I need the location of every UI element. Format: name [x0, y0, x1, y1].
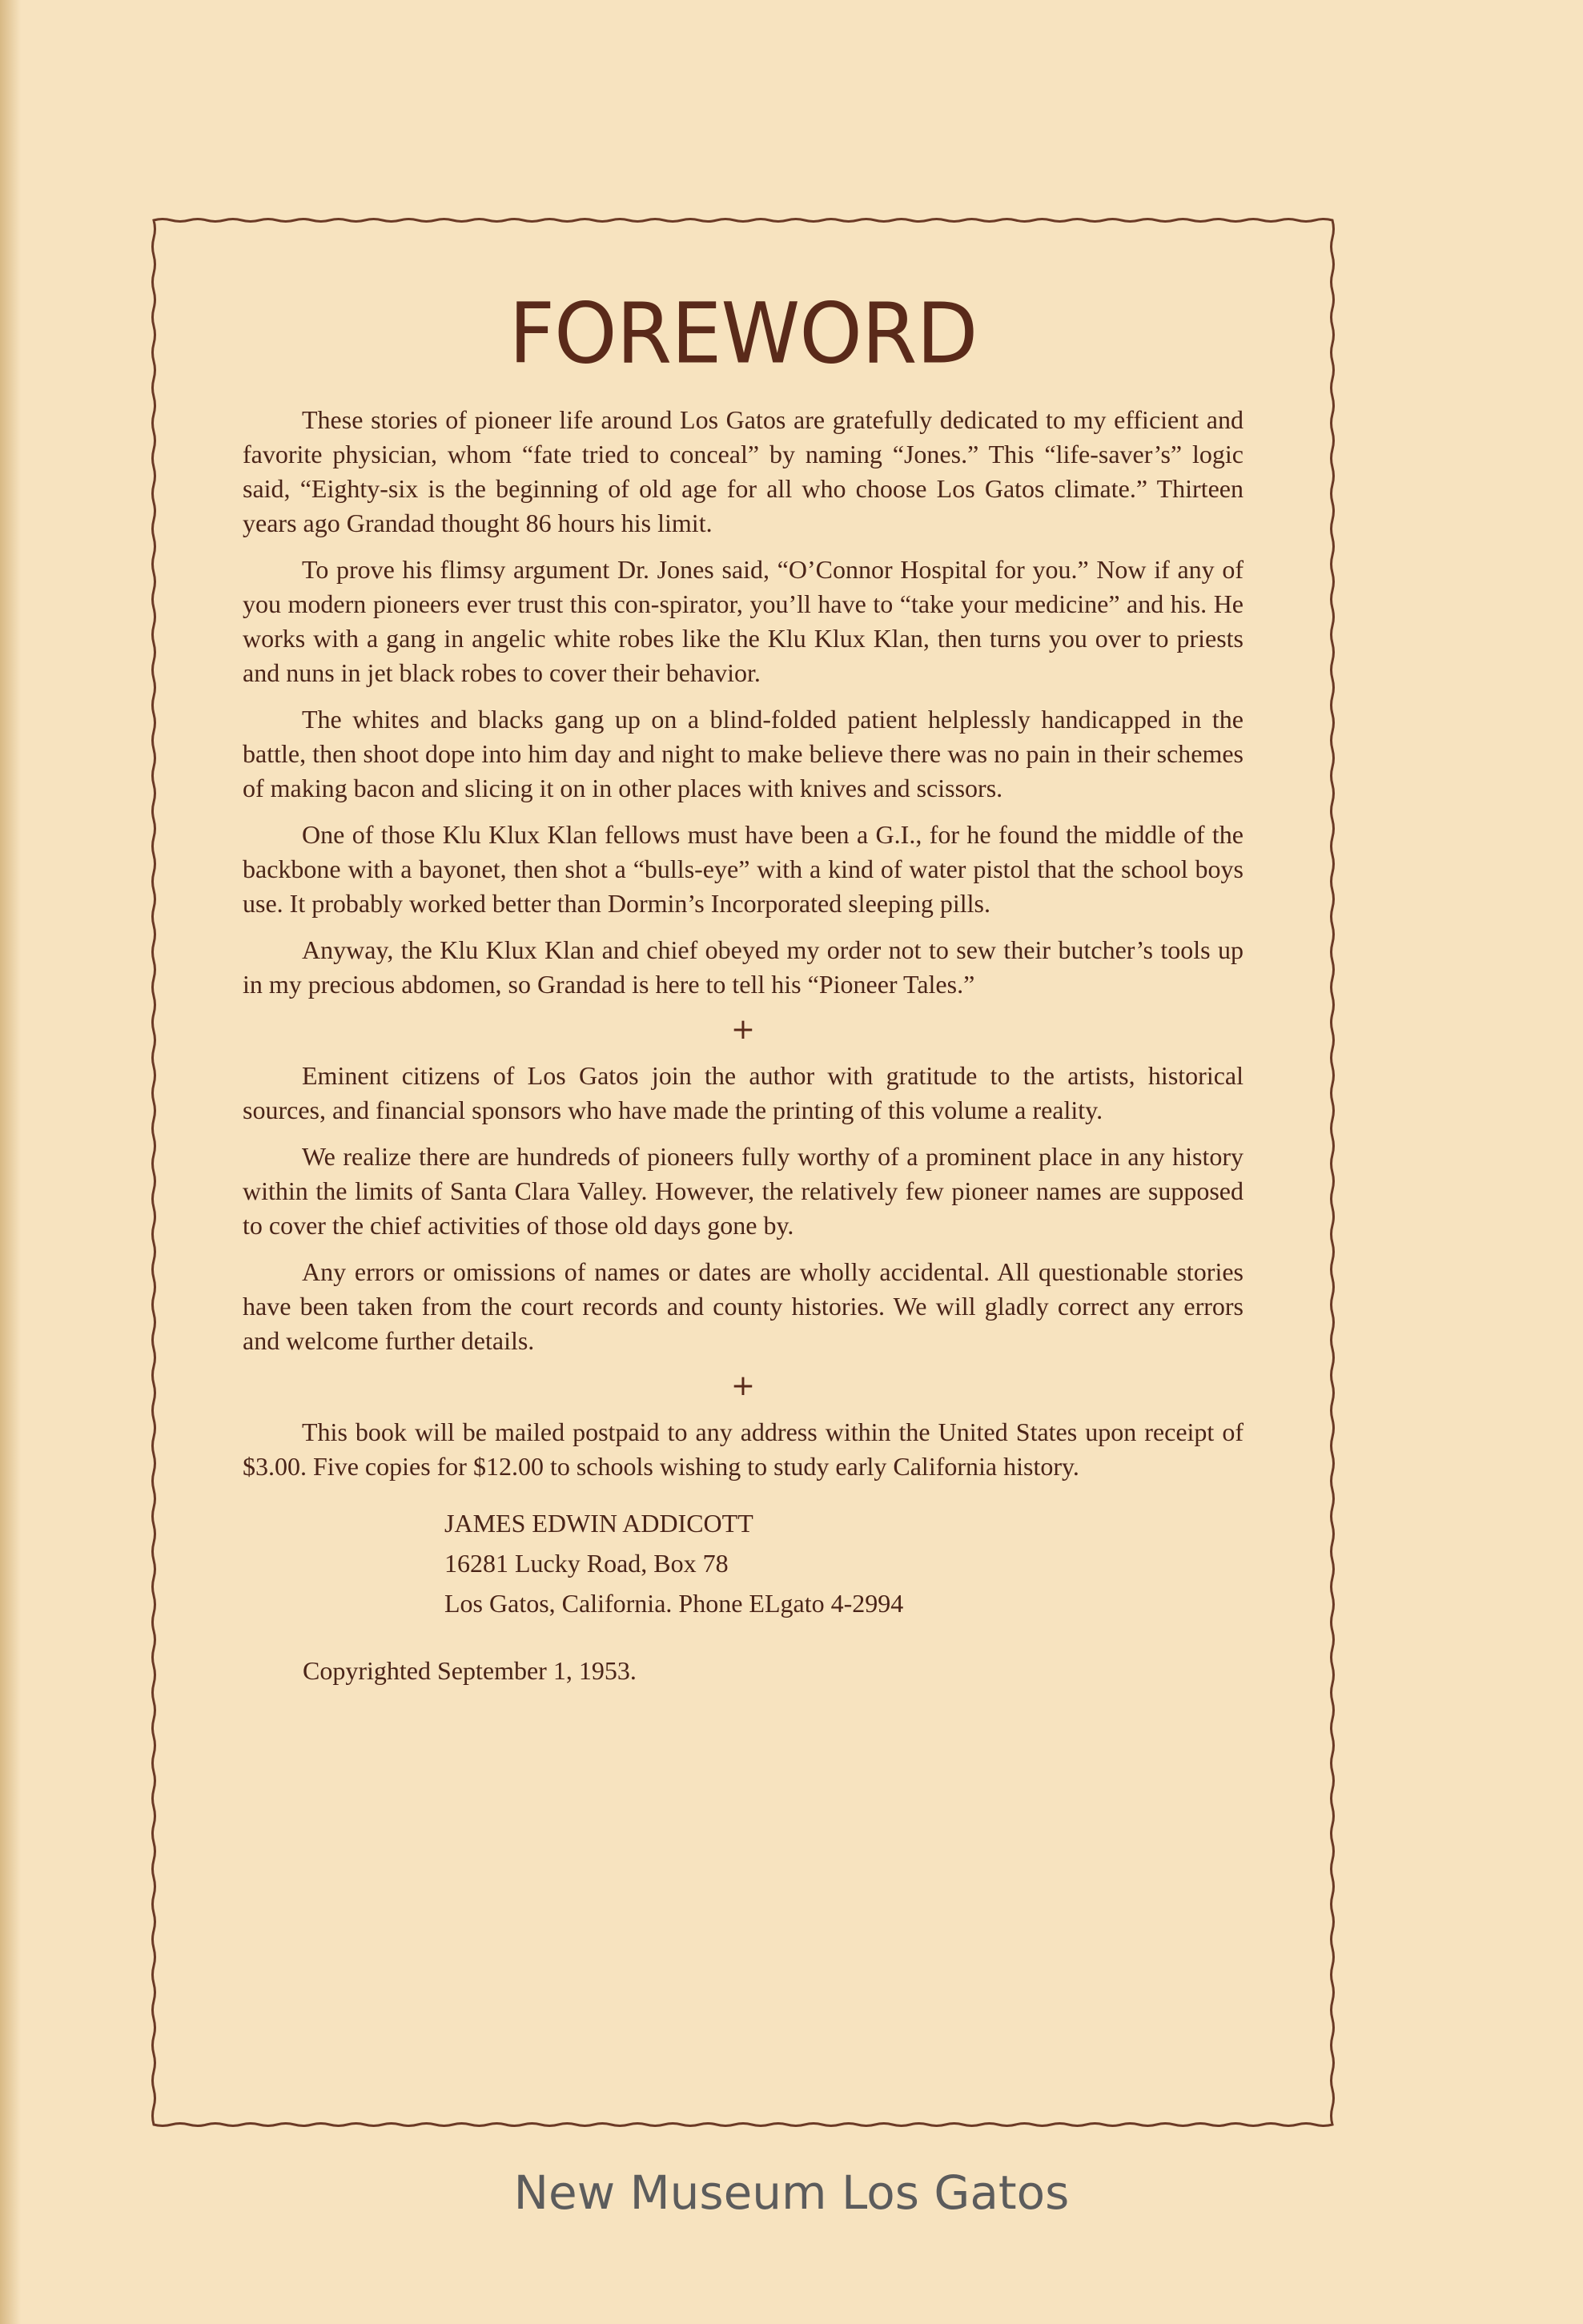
author-address [444, 1503, 1243, 1623]
paragraph-errors: Any errors or omissions of names or dates are wholly accidental. All questionable stories have been taken from the court records and county histories. We will gladly correct any errors and welcome further details. [243, 1257, 1243, 1355]
paragraph-gratitude: Eminent citizens of Los Gatos join the author with gratitude to the artists, historical sources, and financial sponsors who have made the printing of this volume a reality. [243, 1061, 1243, 1124]
copyright-line: Copyrighted September 1, 1953. [303, 1656, 637, 1685]
paragraph-bayonet: One of those Klu Klux Klan fellows must have been a G.I., for he found the middle of the backbone with a bayonet, then shot a “bulls-eye” with a kind of water pistol that the school boys use. It probably worked better than Dormin’s Incorporated sleeping pills. [243, 820, 1243, 918]
section-separator: + [730, 1013, 756, 1046]
paragraph-dedication: These stories of pioneer life around Los Gatos are gratefully dedicated to my efficient and favorite physician, whom “fate tried to conceal” by naming “Jones.” This “life-saver’s” logic said, “Eighty-six is the beginning of old age for all who choose Los Gatos climate.” Thirteen years ago Grandad thought 86 hours his limit. [243, 405, 1243, 537]
author-city-phone: Los Gatos, California. Phone ELgato 4-2994 [444, 1589, 904, 1618]
paragraph-pioneers: We realize there are hundreds of pioneers fully worthy of a prominent place in any history within the limits of Santa Clara Valley. However, the relatively few pioneer names are supposed to cover the chief activities of those old days gone by. [243, 1142, 1243, 1240]
paragraph-patient: The whites and blacks gang up on a blind-folded patient helplessly handicapped in the battle, then shoot dope into him day and night to make believe there was no pain in their schemes of making bacon and slicing it on in other places with knives and scissors. [243, 705, 1243, 802]
paragraph-hospital: To prove his flimsy argument Dr. Jones said, “O’Connor Hospital for you.” Now if any of you modern pioneers ever trust this con-spirator, you’ll have to “take your medicine” and his. He works with a gang in angelic white robes like the Klu Klux Klan, then turns you over to priests and nuns in jet black robes to cover their behavior. [243, 555, 1243, 687]
foreword-body [243, 403, 1243, 1688]
section-separator: + [730, 1369, 756, 1402]
author-street: 16281 Lucky Road, Box 78 [444, 1549, 729, 1578]
page-title: FOREWORD [508, 284, 978, 383]
page-edge-shadow [0, 0, 21, 2324]
paragraph-pioneer-tales: Anyway, the Klu Klux Klan and chief obeyed my order not to sew their butcher’s tools up in my precious abdomen, so Grandad is here to tell his “Pioneer Tales.” [243, 935, 1243, 999]
author-name: JAMES EDWIN ADDICOTT [444, 1509, 753, 1538]
museum-watermark: New Museum Los Gatos [513, 2165, 1070, 2220]
paragraph-mailing: This book will be mailed postpaid to any address within the United States upon receipt of $3.00. Five copies for $12.00 to schools wishing to study early California history. [243, 1417, 1243, 1481]
foreword-frame [151, 217, 1336, 2128]
